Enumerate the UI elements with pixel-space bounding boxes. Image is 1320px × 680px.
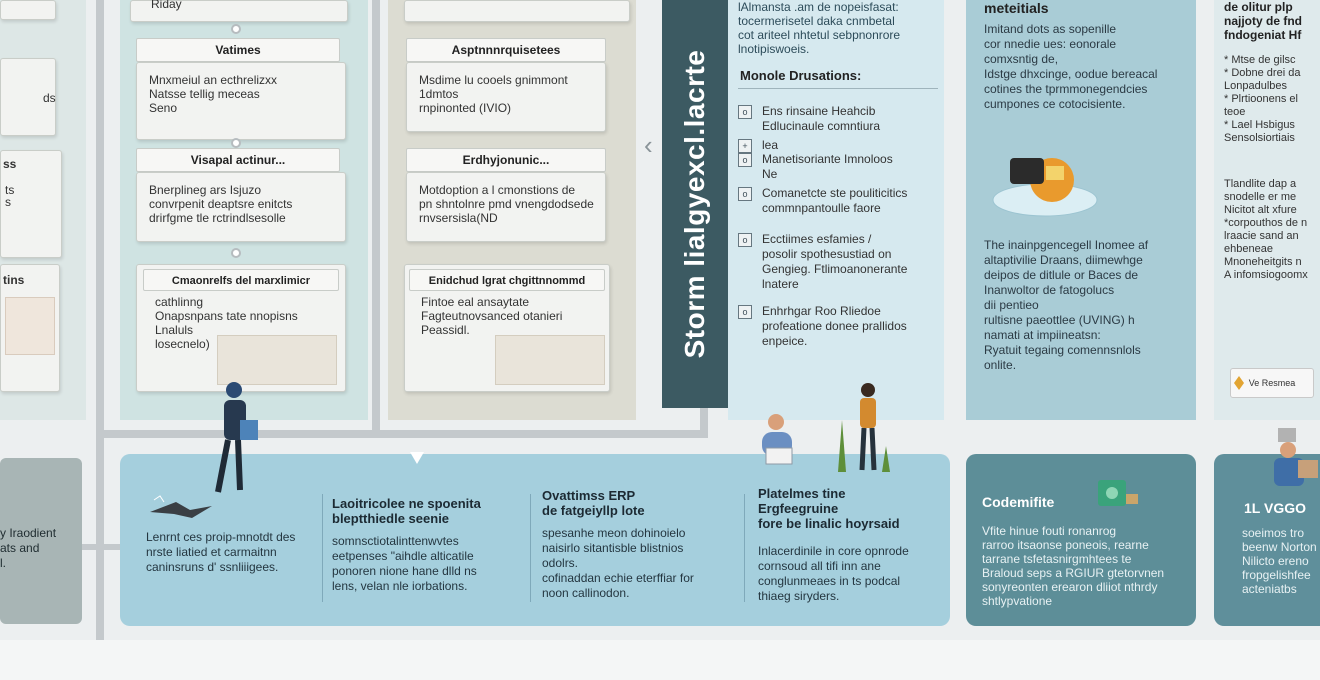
middle-item-1-text: Ens rinsaine Heahcib Edlucinaule comntiura xyxy=(762,104,881,133)
col1-card-2-title: Visapal actinur... xyxy=(136,148,340,172)
col1-card-3-title: Cmaonrelfs del marxlimicr xyxy=(143,269,339,291)
middle-item-2 xyxy=(738,138,942,153)
col1-card-3-body: cathlinng Onapsnpans tate nnopisns Lnaluls losecnelo) xyxy=(155,295,298,351)
person-standing-figure xyxy=(830,380,896,476)
bottom-left-text: y Iraodient ats and l. xyxy=(0,526,57,570)
middle-item-5-text: Ecctiimes esfamies / posolir spothesustiad on Gengieg. Ftlimoanonerante lnatere xyxy=(762,232,908,291)
middle-item-6 xyxy=(738,304,942,349)
right-title: de olitur plp najjoty de fnd fndogeniat Hf xyxy=(1224,0,1302,42)
person-sitting-figure xyxy=(756,412,800,470)
col2-top-card xyxy=(404,0,630,22)
vertical-banner-title: Storm lialgyexcl.lacrte xyxy=(679,49,710,359)
left-card-2-title: ss xyxy=(3,157,17,171)
plus-icon: + xyxy=(738,139,752,153)
document-icon: o xyxy=(738,105,752,119)
col1-card-1-body: Mnxmeiul an ecthrelizxx Natsse tellig meceas Seno xyxy=(149,73,278,115)
horizontal-rail xyxy=(96,430,708,438)
col1-card-3-illustration xyxy=(217,335,337,385)
list-icon: o xyxy=(738,153,752,167)
bottom-teal-text: Vfite hinue fouti ronanrog rarroo itsaonse poneois, rearne tarrane tsfetasnirgmhtees te Braloud seps a RGIUR gtetorvnen sonyreonten erearon dliiot nthrdy shtlypvatione xyxy=(982,524,1165,608)
bottom-right-text: soeimos tro beenw Norton Nilicto ereno fropgelishfee acteniatbs xyxy=(1242,526,1317,596)
col1-connector-dot-2 xyxy=(231,138,241,148)
right-text: Tlandlite dap a snodelle er me Nicitot alt xfure *corpouthos de n lraacie sand an ehbeneae Mnoneheitgits n A infomsiogoomx xyxy=(1224,178,1308,281)
middle-item-1 xyxy=(738,104,942,134)
footer-strip xyxy=(0,640,1320,680)
col2-card-2-body: Motdoption a l cmonstions de pn shntolnre pmd vnengdodsede rnvsersisla(ND xyxy=(419,183,594,225)
left-card-2-text-b: s xyxy=(5,195,11,209)
col1-card-3 xyxy=(136,264,346,392)
materials-text-1: Imitand dots as sopenille cor nnedie ues: eonorale comxsntig de, Idstge dhxcinge, oodue bereacal cotines the tprmmonegendcies cumpones ce cotocisiente. xyxy=(984,22,1158,111)
money-icon xyxy=(1092,476,1140,512)
bottom-col-2-heading: Laoitricolee ne spoenita bleptthiedle seenie xyxy=(332,496,481,526)
bottom-divider-3 xyxy=(744,494,745,602)
col2-card-1-title: Asptnnnrquisetees xyxy=(406,38,606,62)
bottom-col-4-text: Inlacerdinile in core opnrode cornsoud all tifi inn ane conglunmeaes in ts podcal thiaeg siryders. xyxy=(758,544,909,603)
middle-intro-text: lAlmansta .am de nopeisfasat: tocermerisetel daka cnmbetal cot ariteel nhtetul sebpnonrore lnotipiswoeis. xyxy=(738,0,901,56)
gear-icon: o xyxy=(738,233,752,247)
bottom-right-heading: 1L VGGO xyxy=(1244,500,1306,516)
left-card-3-illustration xyxy=(5,297,55,355)
col1-card-1-title: Vatimes xyxy=(136,38,340,62)
vertical-rail-mid xyxy=(372,0,380,430)
col1-top-text: Riday xyxy=(151,0,182,11)
right-badge-label: Ve Resmea xyxy=(1248,378,1296,388)
col2-card-2 xyxy=(406,172,606,242)
right-items: * Mtse de gilsc * Dobne drei da Lonpadulbes * Plrtioonens el teoe * Lael Hsbigus Sensolsiortiais xyxy=(1224,54,1301,144)
col1-card-1 xyxy=(136,62,346,140)
vertical-banner xyxy=(662,0,728,408)
shield-icon: o xyxy=(738,305,752,319)
col1-card-2 xyxy=(136,172,346,242)
left-card-1-text: ds xyxy=(43,91,56,105)
left-card-3 xyxy=(0,264,60,392)
bottom-col-3-heading: Ovattimss ERP de fatgeiyllp lote xyxy=(542,488,645,518)
col2-card-3-illustration xyxy=(495,335,605,385)
arrow-down-icon xyxy=(410,452,424,464)
clipboard-icon: o xyxy=(738,187,752,201)
left-card-1 xyxy=(0,58,56,136)
bottom-col-3-text: spesanhe meon dohinoielo naisirlo sitantisble blistnios odolrs. cofinaddan echie eterffiar for noon callinodon. xyxy=(542,526,694,600)
bottom-col-4-heading: Platelmes tine Ergfeegruine fore be linalic hoyrsaid xyxy=(758,486,900,531)
col2-card-3-title: Enidchud lgrat chgittnnommd xyxy=(409,269,605,291)
middle-item-3-text: Manetisoriante Imnoloos Ne xyxy=(762,152,893,181)
vertical-rail-left xyxy=(96,0,104,650)
col2-card-2-title: Erdhyjonunic... xyxy=(406,148,606,172)
middle-rule xyxy=(738,88,938,89)
middle-heading: Monole Drusations: xyxy=(740,68,862,83)
col2-card-3-body: Fintoe eal ansaytate Fagteutnovsanced otanieri Peassidl. xyxy=(421,295,563,337)
col2-card-1 xyxy=(406,62,606,132)
col2-card-1-body: Msdime lu cooels gnimmont 1dmtos rnpinonted (IVIO) xyxy=(419,73,568,115)
person-right-figure xyxy=(1268,428,1320,490)
bottom-link-rail xyxy=(82,544,122,550)
chevron-left-icon[interactable]: ‹ xyxy=(644,130,653,160)
bottom-teal-heading: Codemifite xyxy=(982,494,1055,510)
middle-item-4-text: Comanetcte ste pouliticitics commnpantoulle faore xyxy=(762,186,908,215)
middle-item-4 xyxy=(738,186,942,216)
materials-title: meteitials xyxy=(984,0,1049,16)
col1-card-2-body: Bnerplineg ars Isjuzo convrpenit deaptsre enitcts drirfgme tle rctrindlsesolle xyxy=(149,183,293,225)
left-card-2 xyxy=(0,150,62,258)
left-card-2-text: ts xyxy=(5,183,15,197)
col2-card-3 xyxy=(404,264,610,392)
bottom-divider-2 xyxy=(530,494,531,602)
materials-text-2: The inainpgencegell Inomee af altaptivilie Draans, diimewhge deipos de ditlule or Baces de Inanwoltor de fatogolucs dii pentieo rultisne paeottlee (UVING) h namati at impiineatsn: Ryatuit tegaing comennsnlols onlite. xyxy=(984,238,1149,372)
bottom-col-2-text: somnsctiotalinttenwvtes eetpenses "aihdle alticatile ponoren nione hane dlld ns lens, velan nle iorbations. xyxy=(332,534,477,593)
middle-item-3 xyxy=(738,152,942,182)
bottom-divider-1 xyxy=(322,494,323,602)
col1-connector-dot-3 xyxy=(231,248,241,258)
middle-item-5 xyxy=(738,232,942,292)
col1-top-card xyxy=(130,0,348,22)
person-walking-figure xyxy=(204,380,260,498)
left-card-top xyxy=(0,0,56,20)
middle-item-6-text: Enhrhgar Roo Rliedoe profeatione donee prallidos enpeice. xyxy=(762,304,907,348)
left-card-3-title: tins xyxy=(3,273,25,287)
bowl-illustration xyxy=(990,150,1100,220)
col1-connector-dot-1 xyxy=(231,24,241,34)
bottom-col-1-text: Lenrnt ces proip-mnotdt des nrste liatied et carmaitnn caninsruns d' ssnliiigees. xyxy=(146,530,296,574)
middle-item-2-text: lea xyxy=(762,138,779,152)
